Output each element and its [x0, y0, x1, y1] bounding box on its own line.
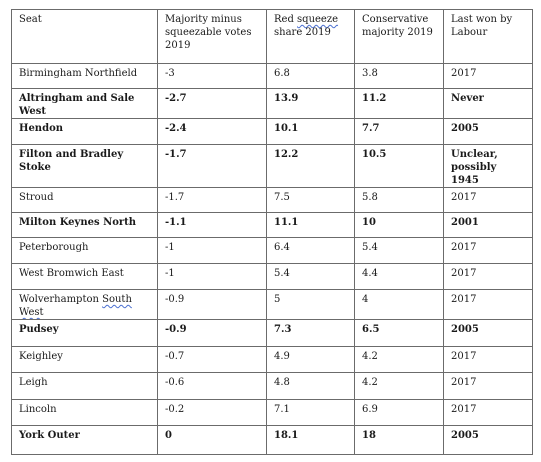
cell-conservative-majority — [355, 145, 444, 188]
table-row — [12, 89, 533, 119]
cell-seat — [12, 373, 158, 400]
cell-text: Peterborough — [19, 242, 89, 253]
cell-text: 4.2 — [362, 351, 378, 362]
cell-text: -0.6 — [165, 377, 185, 388]
cell-text: 4.2 — [362, 377, 378, 388]
cell-text: -0.9 — [165, 324, 187, 335]
cell-text: 2017 — [451, 351, 477, 362]
cell-seat — [12, 213, 158, 238]
cell-red-squeeze-share — [267, 119, 355, 145]
cell-text: -1.1 — [165, 217, 187, 228]
cell-last-won-by-labour — [444, 188, 533, 213]
cell-seat — [12, 320, 158, 347]
header-row — [12, 10, 533, 64]
cell-text: 4.4 — [362, 268, 378, 279]
cell-text: Lincoln — [19, 404, 57, 415]
cell-red-squeeze-share — [267, 426, 355, 455]
table-row — [12, 290, 533, 320]
cell-text: 6.8 — [274, 68, 290, 79]
cell-majority-minus-squeezable — [158, 145, 267, 188]
table-row — [12, 400, 533, 426]
cell-text: -1 — [165, 268, 175, 279]
table-row — [12, 188, 533, 213]
cell-last-won-by-labour — [444, 64, 533, 89]
cell-majority-minus-squeezable — [158, 188, 267, 213]
cell-seat — [12, 89, 158, 119]
cell-last-won-by-labour — [444, 347, 533, 373]
spellcheck-flagged-text: South West — [19, 294, 132, 318]
cell-text: Hendon — [19, 123, 64, 134]
cell-text: Keighley — [19, 351, 63, 362]
cell-last-won-by-labour — [444, 119, 533, 145]
cell-text: Milton Keynes North — [19, 217, 137, 228]
cell-red-squeeze-share — [267, 373, 355, 400]
cell-majority-minus-squeezable — [158, 89, 267, 119]
cell-conservative-majority — [355, 213, 444, 238]
cell-seat — [12, 290, 158, 320]
cell-text: -2.4 — [165, 123, 187, 134]
cell-red-squeeze-share — [267, 145, 355, 188]
cell-text: Last won by Labour — [451, 14, 513, 38]
table-row — [12, 426, 533, 455]
cell-seat — [12, 64, 158, 89]
column-header-seat — [12, 10, 158, 64]
cell-text: -0.2 — [165, 404, 185, 415]
table-row — [12, 238, 533, 264]
cell-last-won-by-labour — [444, 426, 533, 455]
cell-text: Seat — [19, 14, 42, 25]
cell-text: Conservative majority 2019 — [362, 14, 433, 38]
cell-conservative-majority — [355, 264, 444, 290]
cell-red-squeeze-share — [267, 400, 355, 426]
column-header-conservative-majority — [355, 10, 444, 64]
cell-text: 7.7 — [362, 123, 380, 134]
cell-text: Majority minus squeezable votes 2019 — [165, 14, 252, 51]
cell-text: Birmingham Northfield — [19, 68, 138, 79]
cell-last-won-by-labour — [444, 400, 533, 426]
cell-seat — [12, 238, 158, 264]
cell-conservative-majority — [355, 238, 444, 264]
cell-text: Altringham and Sale West — [19, 93, 135, 117]
cell-last-won-by-labour — [444, 290, 533, 320]
cell-text: -0.9 — [165, 294, 185, 305]
cell-majority-minus-squeezable — [158, 290, 267, 320]
column-header-majority-minus-squeezable — [158, 10, 267, 64]
cell-red-squeeze-share — [267, 188, 355, 213]
seats-table — [11, 9, 533, 455]
cell-majority-minus-squeezable — [158, 238, 267, 264]
cell-red-squeeze-share — [267, 238, 355, 264]
column-header-last-won-by-labour — [444, 10, 533, 64]
cell-text: -1 — [165, 242, 175, 253]
cell-text: 2005 — [451, 430, 479, 441]
cell-seat — [12, 400, 158, 426]
cell-text: 13.9 — [274, 93, 299, 104]
cell-text: 6.9 — [362, 404, 378, 415]
cell-seat — [12, 264, 158, 290]
cell-text: Pudsey — [19, 324, 59, 335]
cell-text: 2017 — [451, 404, 477, 415]
cell-last-won-by-labour — [444, 320, 533, 347]
cell-text: 0 — [165, 430, 172, 441]
cell-text: 5.4 — [274, 268, 290, 279]
cell-last-won-by-labour — [444, 264, 533, 290]
cell-last-won-by-labour — [444, 145, 533, 188]
table-row — [12, 145, 533, 188]
cell-conservative-majority — [355, 320, 444, 347]
cell-majority-minus-squeezable — [158, 347, 267, 373]
cell-text: -2.7 — [165, 93, 187, 104]
cell-last-won-by-labour — [444, 89, 533, 119]
table-row — [12, 320, 533, 347]
table-row — [12, 213, 533, 238]
cell-text: 7.5 — [274, 192, 290, 203]
seats-table-body — [12, 10, 533, 455]
cell-conservative-majority — [355, 400, 444, 426]
cell-text: 3.8 — [362, 68, 378, 79]
cell-majority-minus-squeezable — [158, 320, 267, 347]
table-row — [12, 347, 533, 373]
cell-seat — [12, 188, 158, 213]
cell-majority-minus-squeezable — [158, 373, 267, 400]
cell-text: share 2019 — [274, 27, 331, 38]
cell-text: 12.2 — [274, 149, 299, 160]
cell-text: West Bromwich East — [19, 268, 124, 279]
cell-text: 5.4 — [362, 242, 378, 253]
cell-text: 5.8 — [362, 192, 378, 203]
cell-text: Stroud — [19, 192, 54, 203]
cell-text: 4.8 — [274, 377, 290, 388]
cell-text: 7.3 — [274, 324, 292, 335]
spellcheck-flagged-text: squeeze — [297, 14, 339, 25]
cell-text: 2017 — [451, 268, 477, 279]
table-row — [12, 119, 533, 145]
cell-text: 2017 — [451, 294, 477, 305]
cell-text: 2001 — [451, 217, 479, 228]
table-row — [12, 264, 533, 290]
cell-text: 18 — [362, 430, 376, 441]
cell-text: 10 — [362, 217, 376, 228]
cell-text: -1.7 — [165, 192, 185, 203]
cell-text: 2005 — [451, 123, 479, 134]
cell-conservative-majority — [355, 373, 444, 400]
cell-conservative-majority — [355, 290, 444, 320]
cell-conservative-majority — [355, 426, 444, 455]
cell-text: Red — [274, 14, 298, 25]
cell-last-won-by-labour — [444, 238, 533, 264]
cell-text: 2005 — [451, 324, 479, 335]
cell-text: 18.1 — [274, 430, 299, 441]
cell-text: York Outer — [19, 430, 80, 441]
cell-last-won-by-labour — [444, 373, 533, 400]
cell-conservative-majority — [355, 347, 444, 373]
cell-majority-minus-squeezable — [158, 400, 267, 426]
cell-text: 2017 — [451, 68, 477, 79]
cell-red-squeeze-share — [267, 347, 355, 373]
cell-text: 10.1 — [274, 123, 299, 134]
cell-majority-minus-squeezable — [158, 264, 267, 290]
cell-text: -0.7 — [165, 351, 185, 362]
cell-text: Never — [451, 93, 484, 104]
cell-majority-minus-squeezable — [158, 426, 267, 455]
cell-text: Leigh — [19, 377, 48, 388]
cell-conservative-majority — [355, 119, 444, 145]
cell-text: 2017 — [451, 192, 477, 203]
cell-text: 2017 — [451, 242, 477, 253]
cell-seat — [12, 426, 158, 455]
cell-majority-minus-squeezable — [158, 119, 267, 145]
cell-text: -3 — [165, 68, 175, 79]
cell-text: 11.2 — [362, 93, 387, 104]
cell-text: 6.5 — [362, 324, 380, 335]
cell-red-squeeze-share — [267, 213, 355, 238]
cell-red-squeeze-share — [267, 89, 355, 119]
cell-red-squeeze-share — [267, 64, 355, 89]
cell-red-squeeze-share — [267, 290, 355, 320]
cell-red-squeeze-share — [267, 264, 355, 290]
cell-text: Wolverhampton — [19, 294, 103, 305]
cell-text: 6.4 — [274, 242, 290, 253]
cell-text: 4 — [362, 294, 369, 305]
cell-text: 7.1 — [274, 404, 290, 415]
cell-seat — [12, 347, 158, 373]
cell-text: -1.7 — [165, 149, 187, 160]
cell-text: 11.1 — [274, 217, 299, 228]
cell-text: Filton and Bradley Stoke — [19, 149, 124, 173]
table-row — [12, 64, 533, 89]
cell-conservative-majority — [355, 89, 444, 119]
cell-conservative-majority — [355, 64, 444, 89]
cell-text: 10.5 — [362, 149, 387, 160]
column-header-red-squeeze-share — [267, 10, 355, 64]
cell-last-won-by-labour — [444, 213, 533, 238]
cell-text: Unclear, possibly 1945 — [451, 149, 498, 186]
cell-seat — [12, 119, 158, 145]
table-row — [12, 373, 533, 400]
cell-text: 5 — [274, 294, 281, 305]
cell-seat — [12, 145, 158, 188]
cell-text: 4.9 — [274, 351, 290, 362]
cell-conservative-majority — [355, 188, 444, 213]
cell-majority-minus-squeezable — [158, 213, 267, 238]
cell-majority-minus-squeezable — [158, 64, 267, 89]
cell-text: 2017 — [451, 377, 477, 388]
cell-red-squeeze-share — [267, 320, 355, 347]
